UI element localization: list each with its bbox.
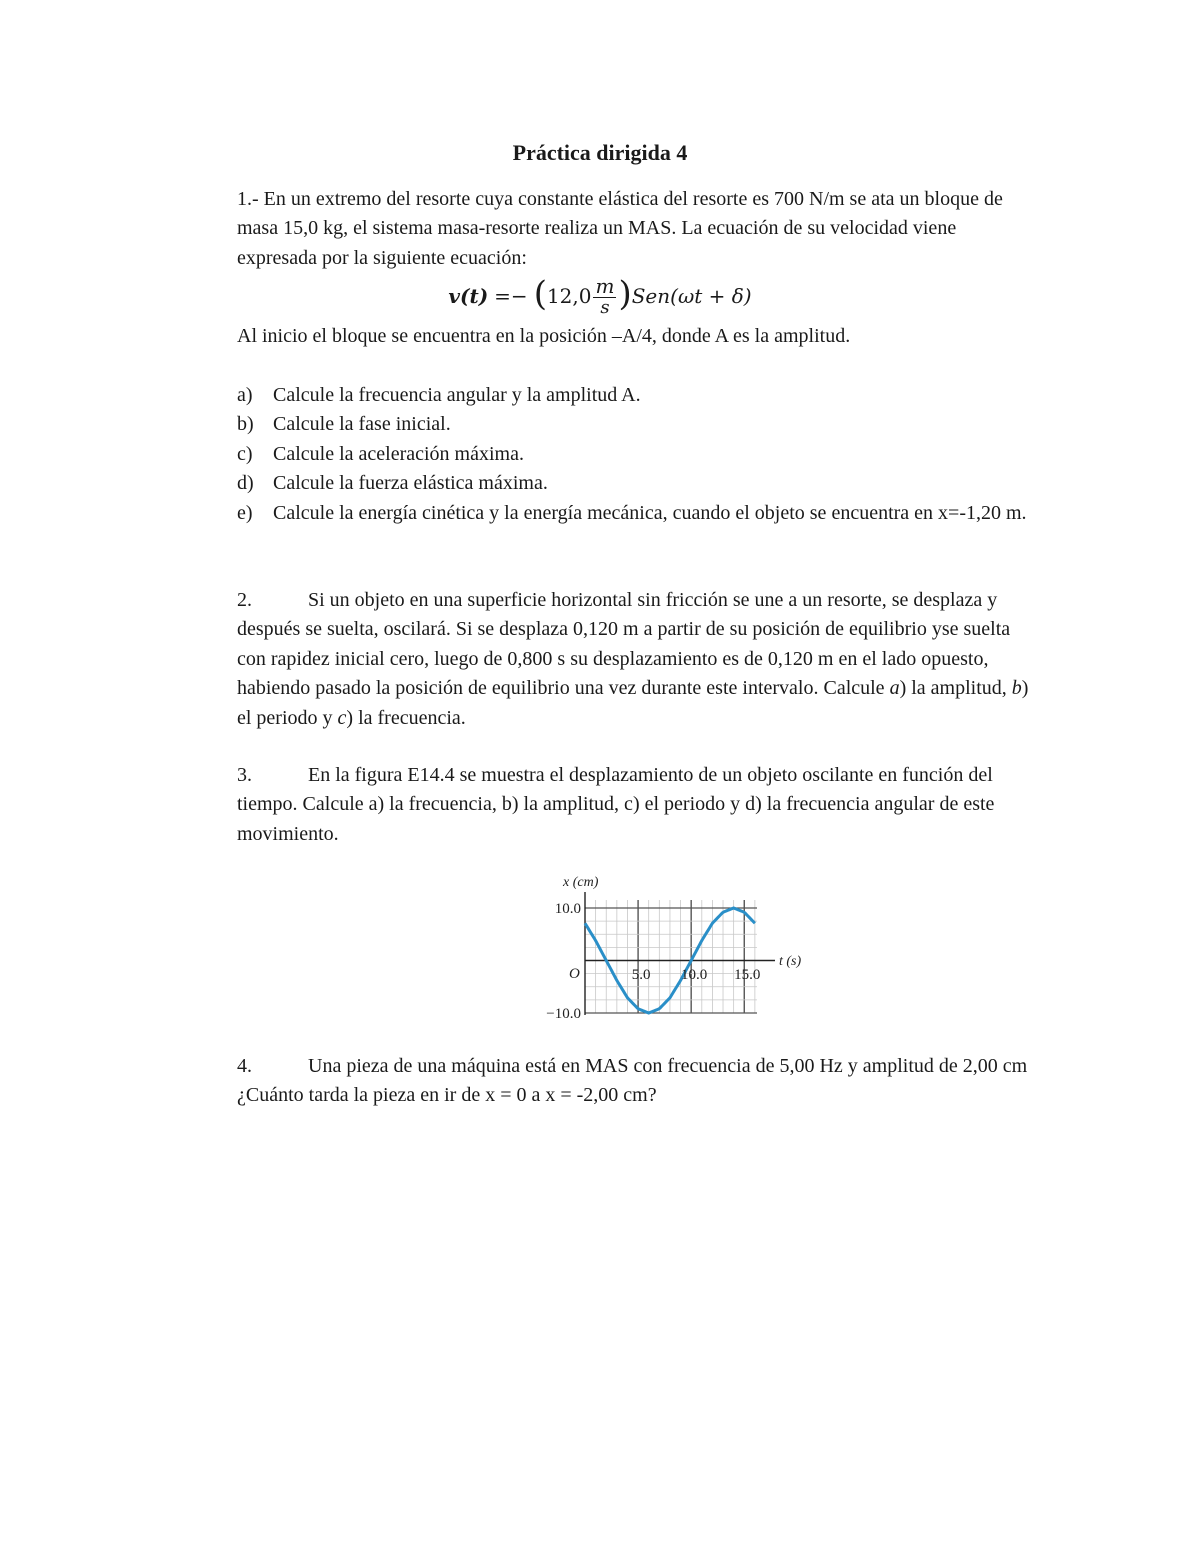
- problem-2-part-b: b: [1011, 677, 1022, 700]
- equation-arg: (ωt + δ): [670, 284, 752, 308]
- problem-3: [237, 761, 1037, 849]
- equation-coef: 12,0: [546, 284, 592, 308]
- list-item: [237, 410, 1037, 439]
- problem-2: [237, 586, 1037, 733]
- chart-origin-label: O: [569, 966, 580, 982]
- item-text: Calcule la fase inicial.: [273, 413, 451, 436]
- item-text: Calcule la aceleración máxima.: [273, 442, 524, 465]
- problem-3-text: En la figura E14.4 se muestra el desplazamiento de un objeto oscilante en función del tiempo. Calcule a) la frecuencia, b) la amplitud, c) el periodo y d) la frecuencia angular de este movimiento.: [237, 764, 995, 845]
- problem-4-text: Una pieza de una máquina está en MAS con frecuencia de 5,00 Hz y amplitud de 2,00 cm ¿Cuánto tarda la pieza en ir de x = 0 a x = -2,00 cm?: [237, 1055, 1028, 1107]
- problem-4: [237, 1052, 1037, 1111]
- problem-2-number: 2.: [237, 589, 252, 611]
- problem-2-part-c: c: [337, 706, 347, 729]
- problem-1-items: [237, 381, 1037, 528]
- item-label: c): [237, 442, 253, 465]
- equation-unit-den: s: [600, 296, 610, 318]
- list-item: [237, 469, 1037, 498]
- chart-ytick-label: −10.0: [546, 1006, 581, 1022]
- equation-open-paren: (: [533, 274, 547, 314]
- item-label: a): [237, 384, 253, 406]
- problem-1-intro: 1.- En un extremo del resorte cuya constante elástica del resorte es 700 N/m se ata un bloque de masa 15,0 kg, el sistema masa-resorte realiza un MAS. La ecuación de su velocidad viene expresada por la siguiente ecuación:: [237, 188, 1003, 269]
- equation-lhs: v(t): [448, 284, 489, 308]
- chart-xlabel: t (s): [779, 954, 802, 969]
- equation-unit-num: m: [595, 273, 615, 298]
- problem-2-part-a: a: [889, 677, 900, 700]
- list-item: [237, 499, 1037, 528]
- chart-xtick-label: 5.0: [631, 967, 651, 983]
- problem-2-text-3: ) la frecuencia.: [346, 706, 466, 729]
- chart-ytick-label: 10.0: [554, 901, 581, 917]
- problem-2-text-1: ) la amplitud,: [899, 677, 1012, 700]
- item-text: Calcule la fuerza elástica máxima.: [273, 472, 548, 495]
- problem-2-text-2: ) el periodo y: [237, 677, 1029, 729]
- item-text: Calcule la energía cinética y la energía mecánica, cuando el objeto se encuentra en x=-1,20 m.: [273, 501, 1027, 524]
- problem-3-number: 3.: [237, 764, 252, 786]
- chart-ylabel: x (cm): [563, 875, 599, 890]
- equation-unit-fraction: [593, 273, 616, 318]
- problem-2-text: Si un objeto en una superficie horizontal sin fricción se une a un resorte, se desplaza y después se suelta, oscilará. Si se desplaza 0,120 m a partir de su posición de equilibrio yse suelta con rapidez inicial cero, luego de 0,800 s su desplazamiento es de 0,120 m en el lado opuesto, habiendo pasado la posición de equilibrio una vez durante este intervalo. Calcule: [237, 589, 1011, 700]
- velocity-equation: [0, 271, 1200, 321]
- list-item: [237, 381, 1037, 410]
- list-item: [237, 440, 1037, 469]
- equation-equals: =−: [494, 284, 528, 308]
- problem-1-initial-condition: Al inicio el bloque se encuentra en la posición –A/4, donde A es la amplitud.: [237, 325, 851, 347]
- problem-4-number: 4.: [237, 1055, 252, 1077]
- item-text: Calcule la frecuencia angular y la amplitud A.: [273, 384, 641, 406]
- displacement-chart: [535, 870, 810, 1025]
- item-label: e): [237, 501, 253, 524]
- page-title: Práctica dirigida 4: [512, 140, 688, 165]
- equation-func: Sen: [631, 284, 671, 308]
- item-label: d): [237, 472, 254, 495]
- equation-close-paren: ): [618, 274, 632, 314]
- item-label: b): [237, 413, 254, 436]
- chart-xtick-label: 15.0: [734, 967, 761, 983]
- chart-axes: [585, 892, 775, 1015]
- chart-xtick-label: 10.0: [681, 967, 708, 983]
